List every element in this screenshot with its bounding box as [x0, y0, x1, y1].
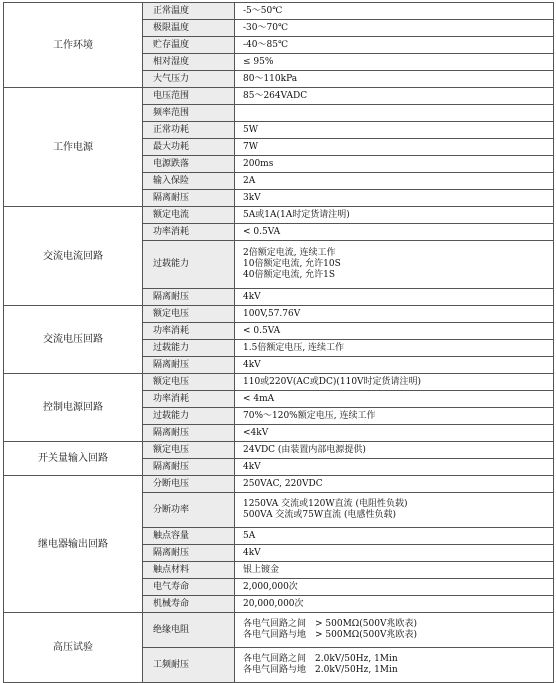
value-line: < 0.5VA: [243, 325, 281, 336]
param-label: 电源跌落: [143, 156, 235, 173]
param-label: 电压范围: [143, 88, 235, 105]
value-line: 10倍额定电流, 允许10S: [243, 259, 341, 269]
value-line: 各电气回路之间 > 500MΩ(500V兆欧表): [243, 619, 417, 629]
value-line: 24VDC (由装置内部电源提供): [243, 444, 366, 455]
param-value: [235, 391, 554, 408]
param-value: [235, 648, 554, 683]
value-line: 500VA 交流或75W直流 (电感性负载): [243, 510, 397, 520]
param-label: 极限温度: [143, 20, 235, 37]
param-label: 工频耐压: [143, 648, 235, 683]
param-value: [235, 37, 554, 54]
value-line: 80～110kPa: [243, 73, 298, 84]
param-value: [235, 545, 554, 562]
param-value: [235, 323, 554, 340]
param-value: [235, 476, 554, 493]
value-line: 200ms: [243, 158, 274, 169]
param-label: 额定电流: [143, 207, 235, 224]
param-value: [235, 105, 554, 122]
value-line: < 0.5VA: [243, 226, 281, 237]
param-label: 最大功耗: [143, 139, 235, 156]
value-line: ≤ 95%: [243, 56, 274, 67]
value-line: < 4mA: [243, 393, 275, 404]
value-line: 4kV: [243, 547, 261, 558]
param-label: 大气压力: [143, 71, 235, 88]
param-value: [235, 425, 554, 442]
spec-row: [4, 88, 554, 105]
param-label: 隔离耐压: [143, 425, 235, 442]
param-value: [235, 190, 554, 207]
param-label: 分断功率: [143, 493, 235, 528]
param-label: 正常功耗: [143, 122, 235, 139]
param-label: 贮存温度: [143, 37, 235, 54]
group-label: 控制电源回路: [4, 374, 143, 442]
value-line: 40倍额定电流, 允许1S: [243, 270, 336, 280]
param-label: 频率范围: [143, 105, 235, 122]
value-line: 2,000,000次: [243, 581, 298, 592]
param-label: 正常温度: [143, 3, 235, 20]
param-value: [235, 139, 554, 156]
value-line: 4kV: [243, 291, 261, 302]
value-line: 各电气回路与地 2.0kV/50Hz, 1Min: [243, 665, 398, 675]
param-label: 功率消耗: [143, 323, 235, 340]
spec-row: [4, 476, 554, 493]
param-label: 隔离耐压: [143, 545, 235, 562]
param-label: 过载能力: [143, 340, 235, 357]
group-label: 工作环境: [4, 3, 143, 88]
spec-row: [4, 613, 554, 648]
param-label: 电气寿命: [143, 579, 235, 596]
param-label: 过载能力: [143, 241, 235, 289]
value-line: 4kV: [243, 461, 261, 472]
param-value: [235, 579, 554, 596]
spec-row: [4, 442, 554, 459]
param-label: 隔离耐压: [143, 357, 235, 374]
spec-row: [4, 3, 554, 20]
param-label: 额定电压: [143, 374, 235, 391]
param-label: 隔离耐压: [143, 190, 235, 207]
param-value: [235, 173, 554, 190]
value-line: 5W: [243, 124, 258, 135]
value-line: 4kV: [243, 359, 261, 370]
param-value: [235, 357, 554, 374]
param-label: 触点容量: [143, 528, 235, 545]
param-value: [235, 306, 554, 323]
param-value: [235, 54, 554, 71]
value-line: 70%～120%额定电压, 连续工作: [243, 410, 376, 421]
group-label: 开关量输入回路: [4, 442, 143, 476]
value-line: <4kV: [243, 427, 269, 438]
value-line: 各电气回路之间 2.0kV/50Hz, 1Min: [243, 654, 398, 664]
value-line: 85～264VADC: [243, 90, 308, 101]
spec-row: [4, 306, 554, 323]
param-value: [235, 207, 554, 224]
group-label: 工作电源: [4, 88, 143, 207]
value-line: 110或220V(AC或DC)(110V时定货请注明): [243, 376, 422, 387]
value-line: -5～50℃: [243, 5, 283, 16]
param-label: 隔离耐压: [143, 289, 235, 306]
param-label: 输入保险: [143, 173, 235, 190]
param-label: 机械寿命: [143, 596, 235, 613]
param-label: 额定电压: [143, 306, 235, 323]
param-label: 隔离耐压: [143, 459, 235, 476]
param-value: [235, 459, 554, 476]
param-value: [235, 289, 554, 306]
param-label: 功率消耗: [143, 224, 235, 241]
value-line: 100V,57.76V: [243, 308, 301, 319]
group-label: 继电器输出回路: [4, 476, 143, 613]
value-line: 1.5倍额定电压, 连续工作: [243, 342, 345, 353]
param-label: 分断电压: [143, 476, 235, 493]
value-line: 银上镀金: [243, 564, 280, 575]
param-value: [235, 596, 554, 613]
value-line: -30～70℃: [243, 22, 289, 33]
param-label: 功率消耗: [143, 391, 235, 408]
group-label: 交流电压回路: [4, 306, 143, 374]
group-label: 高压试验: [4, 613, 143, 683]
param-value: [235, 408, 554, 425]
param-value: [235, 562, 554, 579]
value-line: 250VAC, 220VDC: [243, 478, 323, 489]
param-value: [235, 613, 554, 648]
param-label: 相对湿度: [143, 54, 235, 71]
param-value: [235, 224, 554, 241]
spec-table-body: [4, 3, 554, 683]
param-value: [235, 122, 554, 139]
spec-table: [3, 2, 554, 683]
param-value: [235, 71, 554, 88]
param-label: 绝缘电阻: [143, 613, 235, 648]
spec-row: [4, 207, 554, 224]
param-value: [235, 241, 554, 289]
value-line: 各电气回路与地 > 500MΩ(500V兆欧表): [243, 630, 417, 640]
param-label: 额定电压: [143, 442, 235, 459]
param-value: [235, 88, 554, 105]
value-line: 5A或1A(1A时定货请注明): [243, 209, 350, 220]
param-value: [235, 442, 554, 459]
param-value: [235, 493, 554, 528]
value-line: 5A: [243, 530, 256, 541]
spec-row: [4, 374, 554, 391]
param-value: [235, 156, 554, 173]
param-label: 过载能力: [143, 408, 235, 425]
value-line: 20,000,000次: [243, 598, 304, 609]
value-line: 2倍额定电流, 连续工作: [243, 248, 336, 258]
value-line: -40～85℃: [243, 39, 289, 50]
value-line: 7W: [243, 141, 258, 152]
param-value: [235, 374, 554, 391]
param-value: [235, 20, 554, 37]
value-line: 1250VA 交流或120W直流 (电阻性负载): [243, 499, 408, 509]
value-line: 2A: [243, 175, 256, 186]
value-line: 3kV: [243, 192, 261, 203]
group-label: 交流电流回路: [4, 207, 143, 306]
param-value: [235, 3, 554, 20]
param-value: [235, 340, 554, 357]
param-label: 触点材料: [143, 562, 235, 579]
param-value: [235, 528, 554, 545]
